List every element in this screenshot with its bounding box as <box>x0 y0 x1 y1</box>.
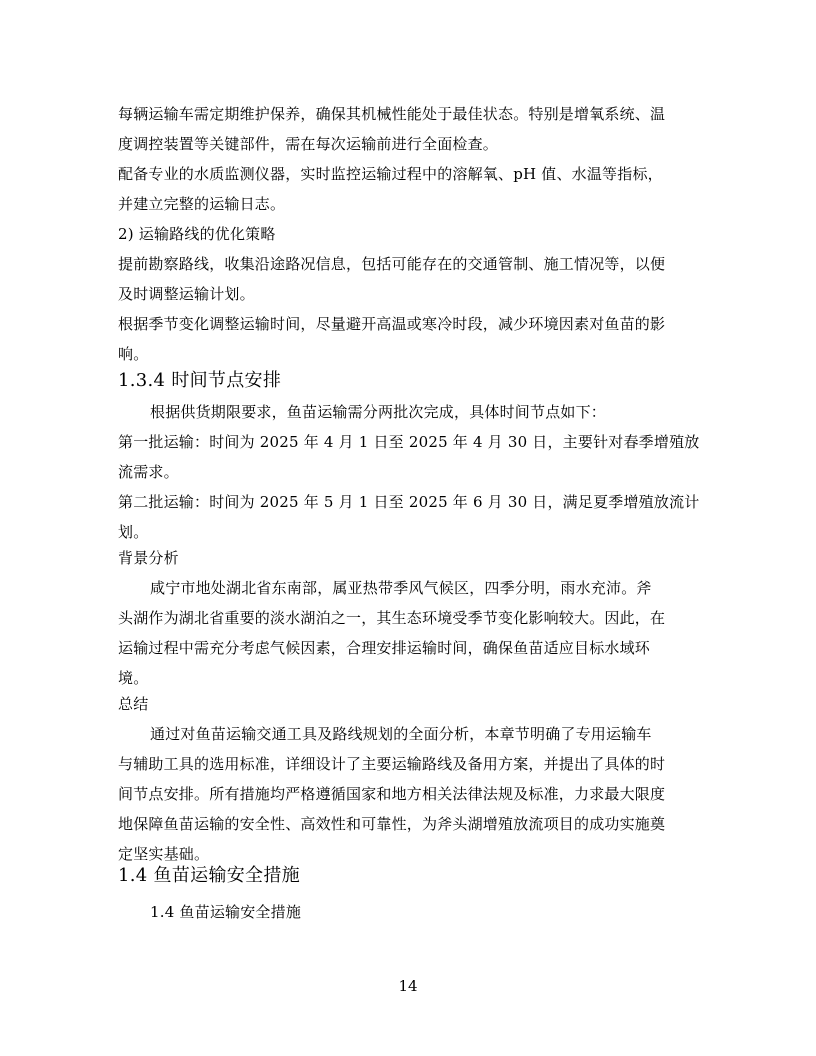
page-number: 14 <box>398 977 418 995</box>
paragraph-summary-line-1: 通过对鱼苗运输交通工具及路线规划的全面分析，本章节明确了专用运输车 <box>150 725 652 743</box>
section-heading-1-4: 1.4 鱼苗运输安全措施 <box>118 865 300 886</box>
paragraph-summary-line-4: 地保障鱼苗运输的安全性、高效性和可靠性，为斧头湖增殖放流项目的成功实施奠 <box>118 815 666 833</box>
subheading-route-strategy: 2) 运输路线的优化策略 <box>118 225 276 243</box>
paragraph-season-line-2: 响。 <box>118 345 149 363</box>
paragraph-batch2-line-2: 划。 <box>118 523 149 541</box>
paragraph-background-line-1: 咸宁市地处湖北省东南部，属亚热带季风气候区，四季分明，雨水充沛。斧 <box>150 579 652 597</box>
section-heading-1-3-4: 1.3.4 时间节点安排 <box>118 370 282 391</box>
paragraph-monitoring-line-1: 配备专业的水质监测仪器，实时监控运输过程中的溶解氧、pH 值、水温等指标， <box>118 165 663 183</box>
paragraph-monitoring-line-2: 并建立完整的运输日志。 <box>118 195 286 213</box>
paragraph-summary-line-5: 定坚实基础。 <box>118 845 210 863</box>
paragraph-background-line-2: 头湖作为湖北省重要的淡水湖泊之一，其生态环境受季节变化影响较大。因此，在 <box>118 609 666 627</box>
paragraph-maintenance-line-2: 度调控装置等关键部件，需在每次运输前进行全面检查。 <box>118 135 499 153</box>
paragraph-summary-line-2: 与辅助工具的选用标准，详细设计了主要运输路线及备用方案，并提出了具体的时 <box>118 755 666 773</box>
subsection-1-4-title: 1.4 鱼苗运输安全措施 <box>150 903 302 921</box>
paragraph-batch2-line-1: 第二批运输：时间为 2025 年 5 月 1 日至 2025 年 6 月 30 日，满足夏季增殖放流计 <box>118 493 700 511</box>
paragraph-season-line-1: 根据季节变化调整运输时间，尽量避开高温或寒冷时段，减少环境因素对鱼苗的影 <box>118 315 666 333</box>
label-background-analysis: 背景分析 <box>118 549 179 567</box>
paragraph-survey-line-2: 及时调整运输计划。 <box>118 285 255 303</box>
paragraph-batch1-line-2: 流需求。 <box>118 463 179 481</box>
paragraph-background-line-4: 境。 <box>118 669 149 687</box>
paragraph-maintenance-line-1: 每辆运输车需定期维护保养，确保其机械性能处于最佳状态。特别是增氧系统、温 <box>118 105 666 123</box>
label-summary: 总结 <box>118 695 149 713</box>
paragraph-schedule-intro: 根据供货期限要求，鱼苗运输需分两批次完成，具体时间节点如下： <box>150 403 607 421</box>
paragraph-survey-line-1: 提前勘察路线，收集沿途路况信息，包括可能存在的交通管制、施工情况等，以便 <box>118 255 666 273</box>
paragraph-background-line-3: 运输过程中需充分考虑气候因素，合理安排运输时间，确保鱼苗适应目标水域环 <box>118 639 651 657</box>
paragraph-batch1-line-1: 第一批运输：时间为 2025 年 4 月 1 日至 2025 年 4 月 30 日，主要针对春季增殖放 <box>118 433 700 451</box>
paragraph-summary-line-3: 间节点安排。所有措施均严格遵循国家和地方相关法律法规及标准，力求最大限度 <box>118 785 666 803</box>
